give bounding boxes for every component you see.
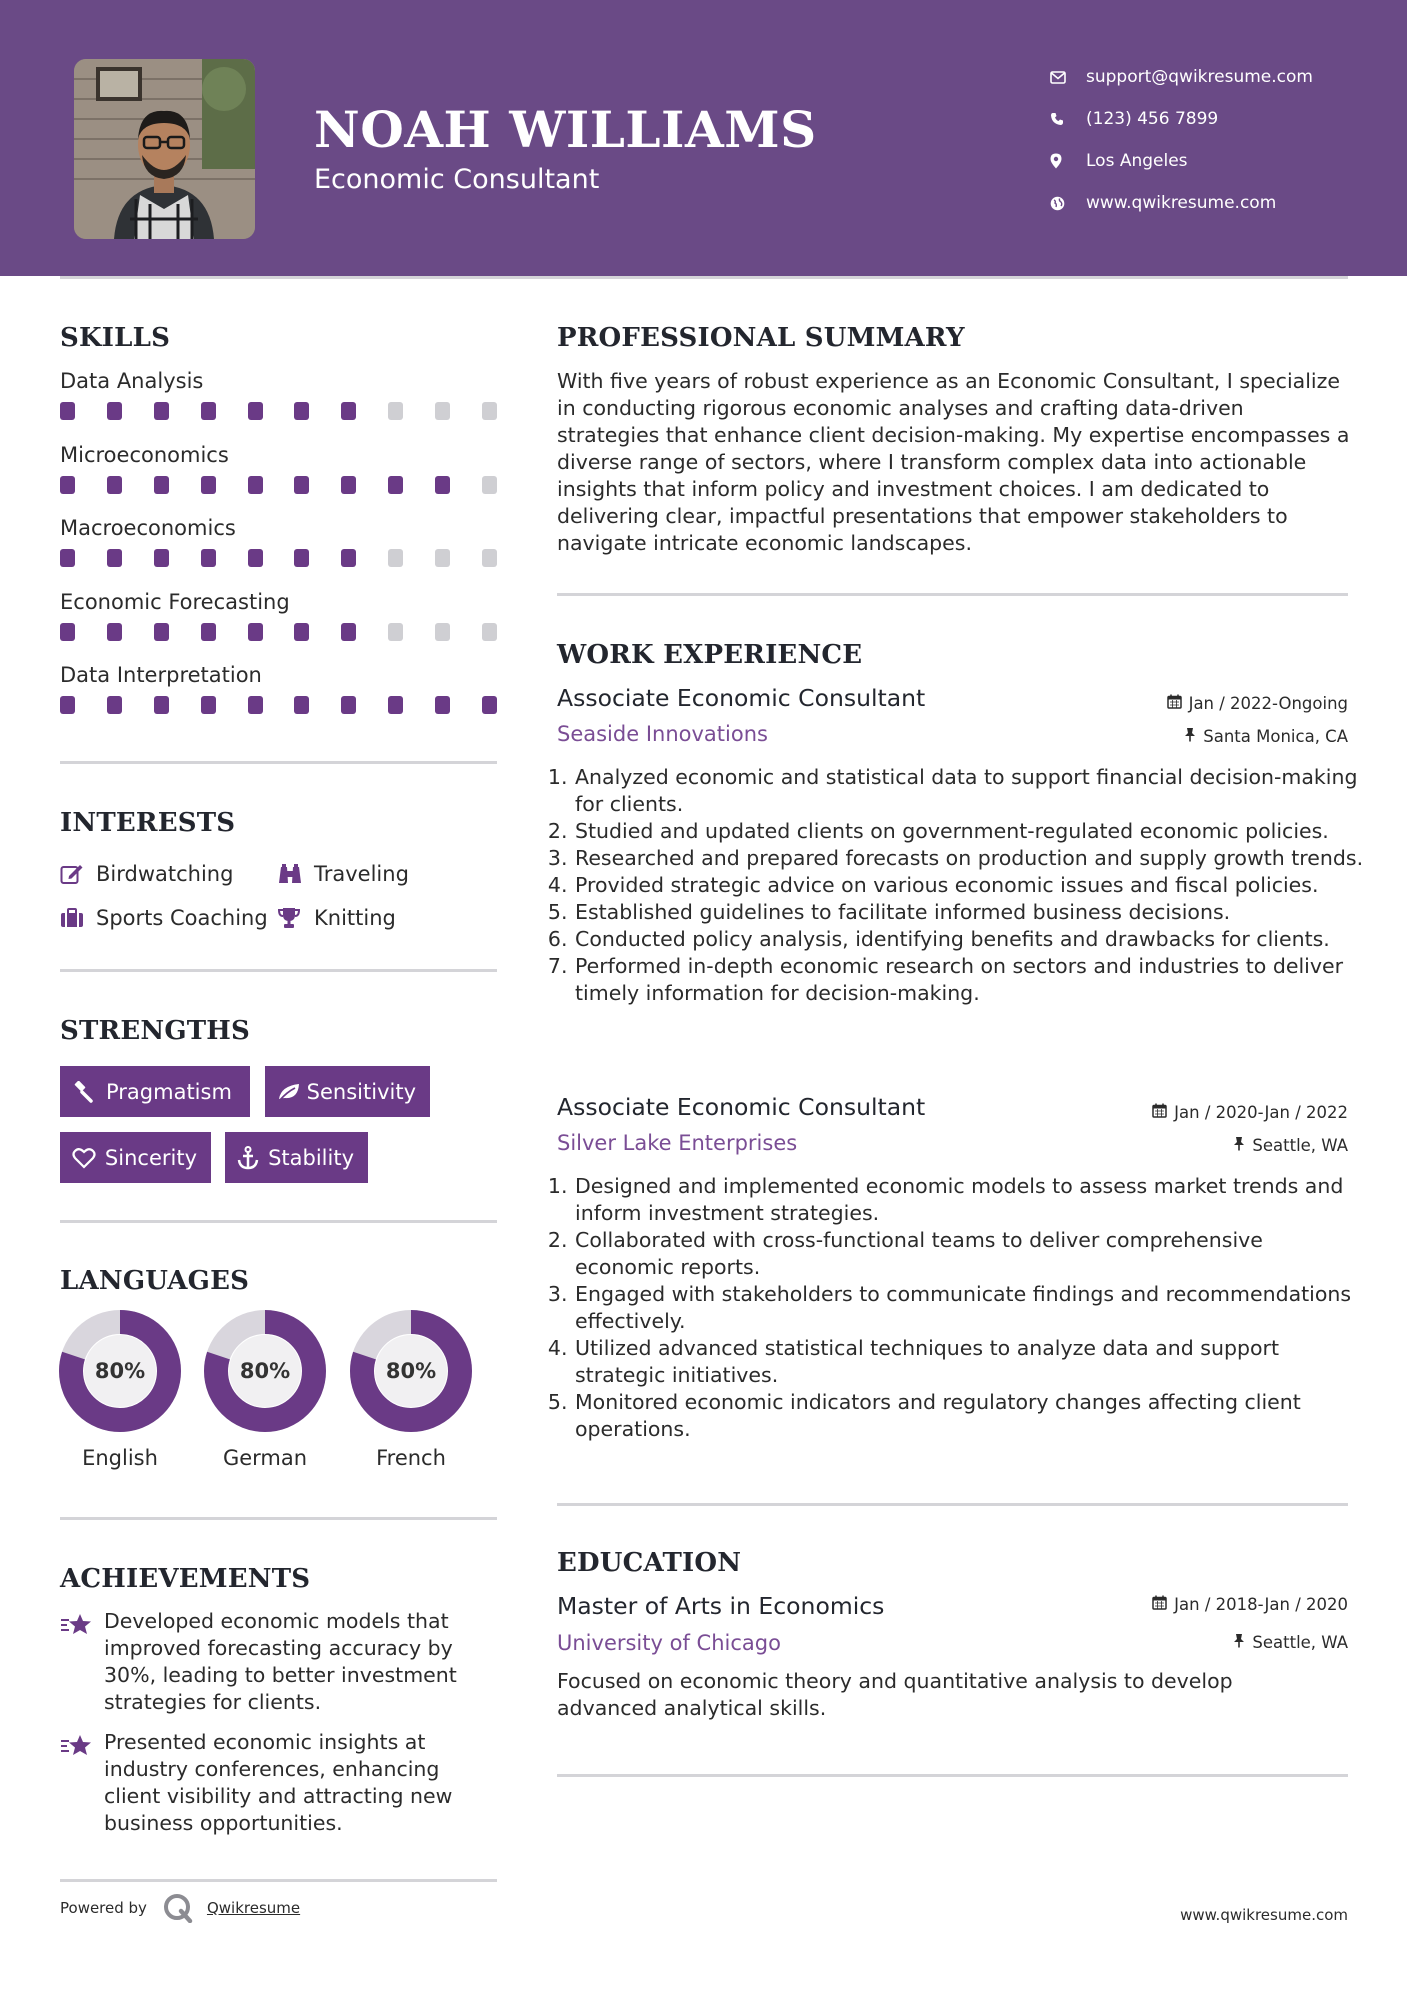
- skill-rating: [60, 549, 497, 567]
- trophy-icon: [278, 907, 314, 929]
- heart-icon: [72, 1147, 105, 1169]
- duties-list: [557, 1173, 1364, 1443]
- calendar-icon: [1152, 1595, 1167, 1614]
- strength-badge: [60, 1132, 211, 1183]
- education-heading: EDUCATION: [557, 1548, 742, 1578]
- strength-badge: [225, 1132, 368, 1183]
- duty-item: 2. Studied and updated clients on government-regulated economic policies.: [574, 818, 1364, 845]
- skill-item: [60, 513, 500, 587]
- languages-heading: LANGUAGES: [60, 1266, 250, 1296]
- interest-label: Knitting: [314, 906, 396, 930]
- rating-dot-filled: [341, 549, 356, 567]
- job-dates-text: Jan / 2020-Jan / 2022: [1174, 1103, 1348, 1122]
- language-percent: 80%: [239, 1359, 291, 1383]
- rating-dot-filled: [341, 402, 356, 420]
- education-description: Focused on economic theory and quantitative analysis to develop advanced analytical skills.: [557, 1669, 1233, 1720]
- school-name: University of Chicago: [557, 1631, 781, 1655]
- language-name: German: [222, 1446, 308, 1470]
- contact-website-text: www.qwikresume.com: [1086, 193, 1277, 213]
- rating-dot-filled: [154, 623, 169, 641]
- interest-label: Traveling: [314, 862, 409, 886]
- language-gauge: [59, 1310, 181, 1432]
- strength-badge: [265, 1066, 430, 1117]
- language-item: [59, 1310, 181, 1470]
- rating-dot-empty: [435, 549, 450, 567]
- rating-dot-filled: [482, 696, 497, 714]
- duty-item: 3. Engaged with stakeholders to communicate findings and recommendations effectively.: [574, 1281, 1364, 1335]
- duty-item: 3. Researched and prepared forecasts on production and supply growth trends.: [574, 845, 1364, 872]
- star-badge-icon: [60, 1729, 104, 1837]
- skill-rating: [60, 476, 497, 494]
- contact-location: [1050, 140, 1313, 182]
- duty-item: 5. Established guidelines to facilitate informed business decisions.: [574, 899, 1364, 926]
- divider: [60, 1879, 497, 1882]
- rating-dot-empty: [388, 402, 403, 420]
- skill-name: Data Interpretation: [60, 663, 262, 687]
- rating-dot-filled: [154, 696, 169, 714]
- rating-dot-empty: [482, 549, 497, 567]
- interest-label: Sports Coaching: [96, 906, 268, 930]
- skill-item: [60, 587, 500, 661]
- duty-item: 1. Designed and implemented economic models to assess market trends and inform investment strategies.: [574, 1173, 1364, 1227]
- rating-dot-filled: [341, 476, 356, 494]
- rating-dot-filled: [60, 623, 75, 641]
- summary-heading: PROFESSIONAL SUMMARY: [557, 323, 965, 353]
- divider: [557, 1774, 1348, 1777]
- language-percent: 80%: [385, 1359, 437, 1383]
- job-location: [1233, 1136, 1348, 1155]
- skill-name: Economic Forecasting: [60, 589, 290, 614]
- duty-item: 1. Analyzed economic and statistical data to support financial decision-making for clients.: [574, 764, 1364, 818]
- duty-item: 5. Monitored economic indicators and regulatory changes affecting client operations.: [574, 1389, 1364, 1443]
- rating-dot-filled: [107, 476, 122, 494]
- rating-dot-filled: [388, 476, 403, 494]
- skill-item: [60, 366, 500, 440]
- skill-rating: [60, 623, 497, 641]
- powered-by-label: Powered by: [60, 1899, 147, 1917]
- rating-dot-filled: [60, 402, 75, 420]
- strength-badge: [60, 1066, 250, 1117]
- duty-item: 4. Utilized advanced statistical techniques to analyze data and support strategic initiatives.: [574, 1335, 1364, 1389]
- interests-heading: INTERESTS: [60, 808, 236, 838]
- pushpin-icon: [1233, 1136, 1245, 1155]
- rating-dot-filled: [201, 402, 216, 420]
- divider: [60, 969, 497, 972]
- language-name: French: [376, 1446, 446, 1470]
- rating-dot-filled: [294, 696, 309, 714]
- contact-list: [1050, 56, 1313, 224]
- job-title: Associate Economic Consultant: [557, 1093, 926, 1121]
- degree-title: Master of Arts in Economics: [557, 1592, 885, 1620]
- job-title: Associate Economic Consultant: [557, 684, 926, 712]
- interest-label: Birdwatching: [96, 862, 234, 886]
- rating-dot-filled: [294, 476, 309, 494]
- envelope-icon: [1050, 71, 1086, 84]
- contact-email-text: support@qwikresume.com: [1086, 67, 1313, 87]
- candidate-name: NOAH WILLIAMS: [314, 100, 817, 159]
- skill-item: [60, 440, 500, 514]
- divider: [60, 761, 497, 764]
- divider: [60, 1517, 497, 1520]
- rating-dot-empty: [388, 623, 403, 641]
- contact-email[interactable]: [1050, 56, 1313, 98]
- rating-dot-filled: [107, 623, 122, 641]
- interest-item: [278, 906, 396, 930]
- duty-item: 7. Performed in-depth economic research on sectors and industries to deliver timely information for decision-making.: [574, 953, 1364, 1007]
- achievement-item: [60, 1608, 500, 1716]
- experience-heading: WORK EXPERIENCE: [557, 640, 863, 670]
- calendar-icon: [1152, 1103, 1167, 1122]
- calendar-icon: [1167, 694, 1182, 713]
- achievements-heading: ACHIEVEMENTS: [60, 1564, 311, 1594]
- interest-item: [60, 862, 278, 886]
- job-dates: [1167, 694, 1348, 713]
- company-name: Seaside Innovations: [557, 722, 768, 746]
- achievement-text: Developed economic models that improved forecasting accuracy by 30%, leading to better investment strategies for clients.: [104, 1609, 457, 1714]
- anchor-icon: [237, 1146, 268, 1170]
- rating-dot-filled: [154, 476, 169, 494]
- rating-dot-filled: [154, 402, 169, 420]
- profile-photo: [74, 59, 255, 239]
- qwikresume-logo-icon: [163, 1893, 193, 1923]
- rating-dot-filled: [107, 402, 122, 420]
- job-location-text: Seattle, WA: [1252, 1136, 1348, 1155]
- rating-dot-filled: [201, 623, 216, 641]
- rating-dot-filled: [294, 549, 309, 567]
- education-dates: [1152, 1595, 1348, 1614]
- leaf-icon: [277, 1082, 307, 1102]
- rating-dot-empty: [482, 623, 497, 641]
- pushpin-icon: [1184, 727, 1196, 746]
- contact-phone[interactable]: [1050, 98, 1313, 140]
- rating-dot-filled: [294, 623, 309, 641]
- contact-location-text: Los Angeles: [1086, 151, 1188, 171]
- rating-dot-empty: [482, 402, 497, 420]
- strength-label: Sincerity: [104, 1145, 197, 1170]
- duty-item: 4. Provided strategic advice on various economic issues and fiscal policies.: [574, 872, 1364, 899]
- skill-rating: [60, 402, 497, 420]
- phone-icon: [1050, 112, 1086, 126]
- duty-item: 2. Collaborated with cross-functional teams to deliver comprehensive economic reports.: [574, 1227, 1364, 1281]
- skill-item: [60, 660, 500, 734]
- rating-dot-empty: [388, 549, 403, 567]
- language-name: English: [82, 1446, 158, 1470]
- language-percent: 80%: [94, 1359, 146, 1383]
- strength-label: Stability: [268, 1145, 354, 1170]
- resume-header: [0, 0, 1407, 276]
- education-location: [1233, 1633, 1348, 1652]
- rating-dot-filled: [107, 549, 122, 567]
- rating-dot-filled: [201, 696, 216, 714]
- qwikresume-link[interactable]: Qwikresume: [206, 1899, 301, 1917]
- rating-dot-filled: [248, 623, 263, 641]
- skill-rating: [60, 696, 497, 714]
- job-location-text: Santa Monica, CA: [1203, 727, 1348, 746]
- contact-phone-text: (123) 456 7899: [1086, 109, 1219, 129]
- rating-dot-filled: [341, 696, 356, 714]
- duty-item: 6. Conducted policy analysis, identifying benefits and drawbacks for clients.: [574, 926, 1364, 953]
- duties-list: [557, 764, 1364, 1007]
- language-gauge: [204, 1310, 326, 1432]
- skills-heading: SKILLS: [60, 323, 171, 353]
- language-item: [204, 1310, 326, 1470]
- skill-name: Macroeconomics: [60, 516, 236, 540]
- rating-dot-filled: [248, 549, 263, 567]
- skill-name: Microeconomics: [60, 442, 229, 467]
- gavel-icon: [72, 1081, 106, 1103]
- summary-text: With five years of robust experience as an Economic Consultant, I specialize in conducting rigorous economic analyses and crafting data-driven strategies that enhance client decision-making. My expertise encompasses a diverse range of sectors, where I transform complex data into actionable insights that inform policy and investment choices. I am dedicated to delivering clear, impactful presentations that empower stakeholders to navigate intricate economic landscapes.: [557, 369, 1350, 555]
- achievement-item: [60, 1729, 500, 1837]
- language-gauge: [350, 1310, 472, 1432]
- interest-item: [278, 862, 409, 886]
- footer-url[interactable]: www.qwikresume.com: [1180, 1906, 1348, 1924]
- header-divider: [60, 276, 1348, 279]
- skills-list: [60, 366, 500, 734]
- rating-dot-filled: [435, 696, 450, 714]
- contact-website[interactable]: [1050, 182, 1313, 224]
- interest-item: [60, 906, 278, 930]
- strength-label: Pragmatism: [106, 1079, 232, 1104]
- achievement-text: Presented economic insights at industry conferences, enhancing client visibility and attracting new business opportunities.: [104, 1730, 453, 1835]
- map-pin-icon: [1050, 153, 1086, 169]
- binoculars-icon: [278, 863, 314, 885]
- globe-icon: [1050, 196, 1086, 211]
- rating-dot-filled: [201, 549, 216, 567]
- language-item: [350, 1310, 472, 1470]
- rating-dot-filled: [107, 696, 122, 714]
- divider: [557, 593, 1348, 596]
- rating-dot-filled: [201, 476, 216, 494]
- rating-dot-filled: [341, 623, 356, 641]
- candidate-title: Economic Consultant: [314, 164, 600, 195]
- rating-dot-filled: [248, 476, 263, 494]
- interests-list: [60, 852, 500, 940]
- pushpin-icon: [1233, 1633, 1245, 1652]
- rating-dot-filled: [435, 476, 450, 494]
- star-badge-icon: [60, 1608, 104, 1716]
- briefcase-icon: [60, 908, 96, 928]
- rating-dot-filled: [60, 549, 75, 567]
- rating-dot-filled: [294, 402, 309, 420]
- job-dates-text: Jan / 2022-Ongoing: [1188, 694, 1348, 713]
- rating-dot-filled: [60, 476, 75, 494]
- rating-dot-empty: [482, 476, 497, 494]
- rating-dot-empty: [435, 402, 450, 420]
- footer-powered-by: [60, 1893, 300, 1923]
- rating-dot-filled: [388, 696, 403, 714]
- divider: [557, 1503, 1348, 1506]
- education-location-text: Seattle, WA: [1252, 1633, 1348, 1652]
- strength-label: Sensitivity: [306, 1079, 416, 1104]
- rating-dot-empty: [435, 623, 450, 641]
- rating-dot-filled: [248, 402, 263, 420]
- rating-dot-filled: [154, 549, 169, 567]
- edit-icon: [60, 863, 96, 885]
- strengths-heading: STRENGTHS: [60, 1016, 251, 1046]
- education-dates-text: Jan / 2018-Jan / 2020: [1174, 1595, 1348, 1614]
- job-dates: [1152, 1103, 1348, 1122]
- company-name: Silver Lake Enterprises: [557, 1131, 798, 1155]
- divider: [60, 1220, 497, 1223]
- job-location: [1184, 727, 1348, 746]
- rating-dot-filled: [60, 696, 75, 714]
- rating-dot-filled: [248, 696, 263, 714]
- skill-name: Data Analysis: [60, 369, 204, 393]
